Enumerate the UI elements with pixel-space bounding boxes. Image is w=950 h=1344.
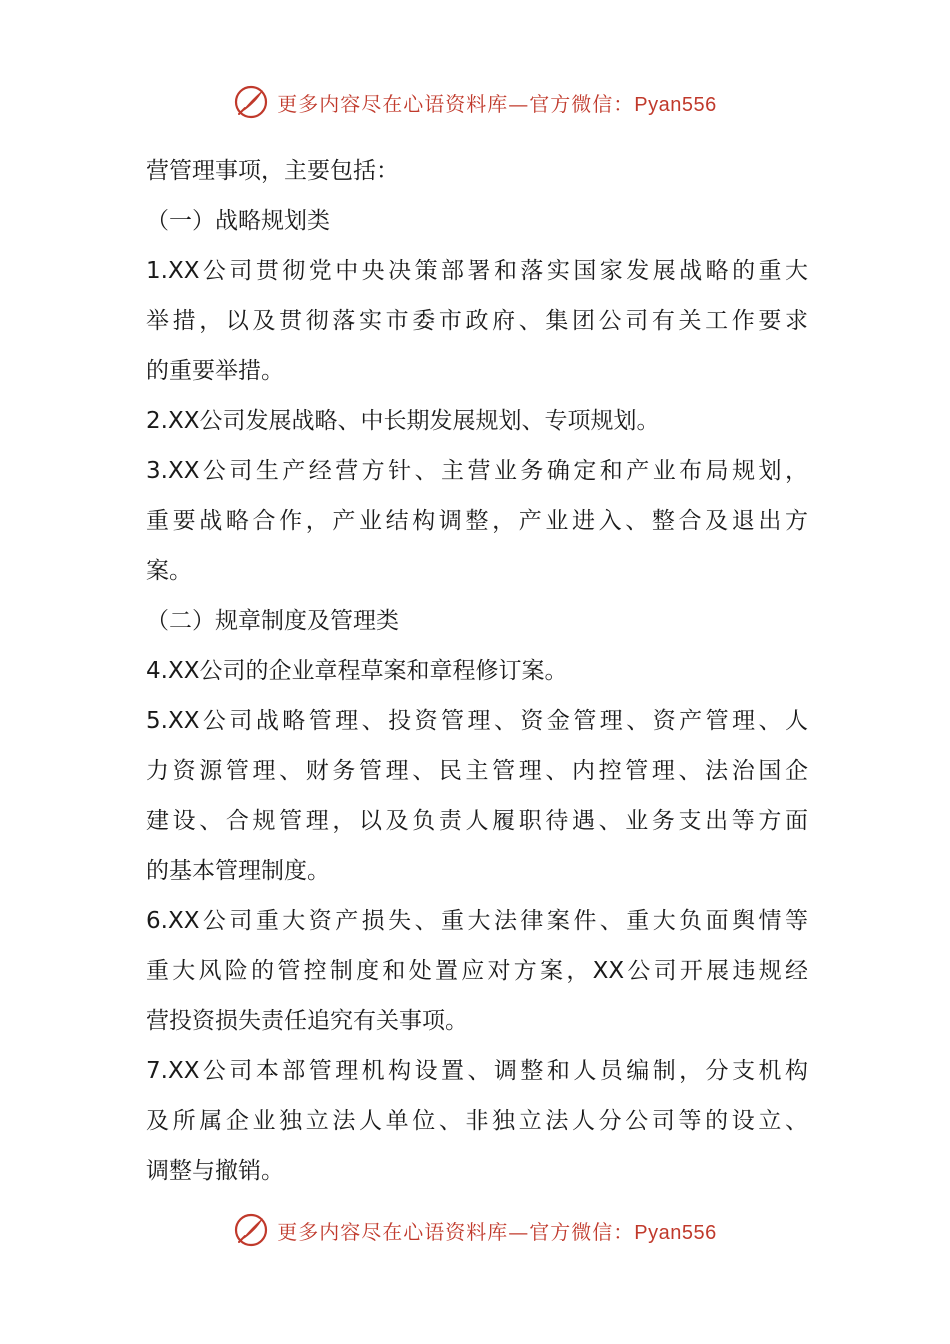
quill-logo-icon — [233, 84, 269, 120]
text-line: 重大风险的管控制度和处置应对方案，XX公司开展违规经 — [146, 958, 808, 984]
footer-watermark — [0, 1210, 950, 1250]
text-line: 力资源管理、财务管理、民主管理、内控管理、法治国企 — [146, 758, 808, 784]
text-line: （二）规章制度及管理类 — [146, 608, 399, 634]
watermark-text: 更多内容尽在心语资料库—官方微信：Pyan556 — [277, 1219, 717, 1244]
text-line: 3.XX公司生产经营方针、主营业务确定和产业布局规划， — [146, 458, 808, 484]
header-watermark — [0, 82, 950, 122]
watermark-text: 更多内容尽在心语资料库—官方微信：Pyan556 — [277, 91, 717, 116]
text-line: 举措，以及贯彻落实市委市政府、集团公司有关工作要求 — [146, 308, 808, 334]
text-line: （一）战略规划类 — [146, 208, 330, 234]
text-line: 2.XX公司发展战略、中长期发展规划、专项规划。 — [146, 408, 660, 434]
text-line: 4.XX公司的企业章程草案和章程修订案。 — [146, 658, 568, 684]
text-line: 营投资损失责任追究有关事项。 — [146, 1008, 468, 1034]
text-line: 及所属企业独立法人单位、非独立法人分公司等的设立、 — [146, 1108, 808, 1134]
text-line: 重要战略合作，产业结构调整，产业进入、整合及退出方 — [146, 508, 808, 534]
text-line: 的重要举措。 — [146, 358, 284, 384]
text-line: 的基本管理制度。 — [146, 858, 330, 884]
text-line: 建设、合规管理，以及负责人履职待遇、业务支出等方面 — [146, 808, 808, 834]
text-line: 6.XX公司重大资产损失、重大法律案件、重大负面舆情等 — [146, 908, 808, 934]
text-line: 调整与撤销。 — [146, 1158, 284, 1184]
quill-logo-icon — [233, 1212, 269, 1248]
document-body — [146, 146, 808, 1196]
text-line: 案。 — [146, 558, 192, 584]
text-line: 5.XX公司战略管理、投资管理、资金管理、资产管理、人 — [146, 708, 808, 734]
text-line: 7.XX公司本部管理机构设置、调整和人员编制，分支机构 — [146, 1058, 808, 1084]
text-line: 营管理事项，主要包括： — [146, 158, 399, 184]
text-line: 1.XX公司贯彻党中央决策部署和落实国家发展战略的重大 — [146, 258, 808, 284]
